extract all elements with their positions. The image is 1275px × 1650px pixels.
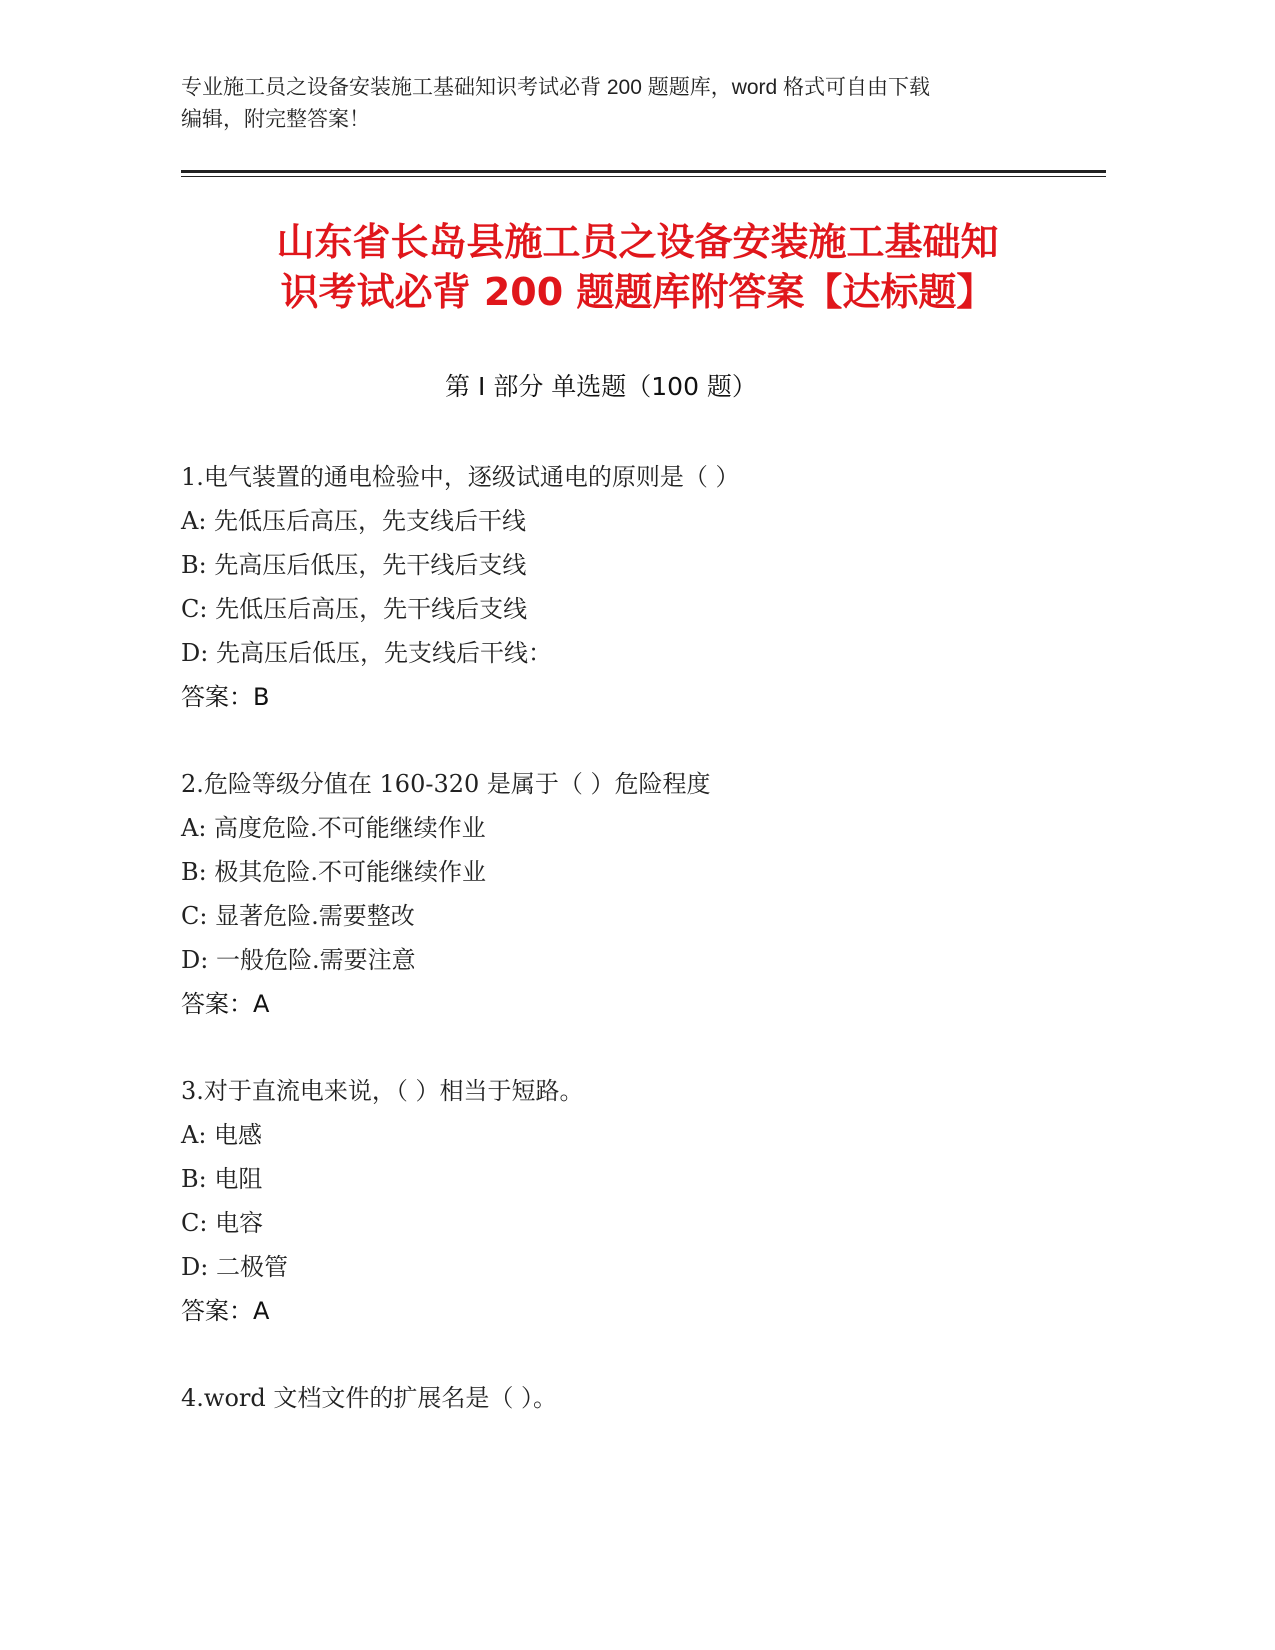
option-a: A: 高度危险.不可能继续作业 <box>181 814 486 842</box>
answer: 答案：A <box>181 1297 270 1325</box>
section-heading: 第 I 部分 单选题（100 题） <box>445 372 757 401</box>
question-stem: 2.危险等级分值在 160-320 是属于（ ）危险程度 <box>181 770 711 798</box>
option-c: C: 显著危险.需要整改 <box>181 902 415 930</box>
option-c: C: 先低压后高压，先干线后支线 <box>181 595 528 623</box>
option-d: D: 二极管 <box>181 1253 288 1281</box>
answer: 答案：A <box>181 990 270 1018</box>
option-d: D: 先高压后低压，先支线后干线： <box>181 639 552 667</box>
option-b: B: 先高压后低压，先干线后支线 <box>181 551 527 579</box>
header-divider-thin <box>181 176 1106 177</box>
option-b: B: 电阻 <box>181 1165 263 1193</box>
option-b: B: 极其危险.不可能继续作业 <box>181 858 486 886</box>
document-title-line-1: 山东省长岛县施工员之设备安装施工基础知 <box>276 220 999 264</box>
question-4 <box>181 1376 1101 1420</box>
question-stem: 1.电气装置的通电检验中，逐级试通电的原则是（ ） <box>181 463 740 491</box>
question-2 <box>181 762 1101 1026</box>
header-divider-thick <box>181 170 1106 173</box>
header-note-line-2: 编辑，附完整答案！ <box>181 108 370 131</box>
question-3 <box>181 1069 1101 1333</box>
document-title <box>150 217 1125 317</box>
header-note <box>181 72 1041 136</box>
question-stem: 3.对于直流电来说，（ ）相当于短路。 <box>181 1077 584 1105</box>
option-c: C: 电容 <box>181 1209 264 1237</box>
answer: 答案：B <box>181 683 270 711</box>
header-note-line-1: 专业施工员之设备安装施工基础知识考试必背 200 题题库，word 格式可自由下载 <box>181 76 931 99</box>
option-a: A: 先低压后高压，先支线后干线 <box>181 507 527 535</box>
document-title-line-2: 识考试必背 200 题题库附答案【达标题】 <box>280 270 995 314</box>
question-1 <box>181 455 1101 719</box>
question-list <box>181 455 1101 1463</box>
option-a: A: 电感 <box>181 1121 263 1149</box>
option-d: D: 一般危险.需要注意 <box>181 946 416 974</box>
question-stem: 4.word 文档文件的扩展名是（ ）。 <box>181 1384 557 1412</box>
